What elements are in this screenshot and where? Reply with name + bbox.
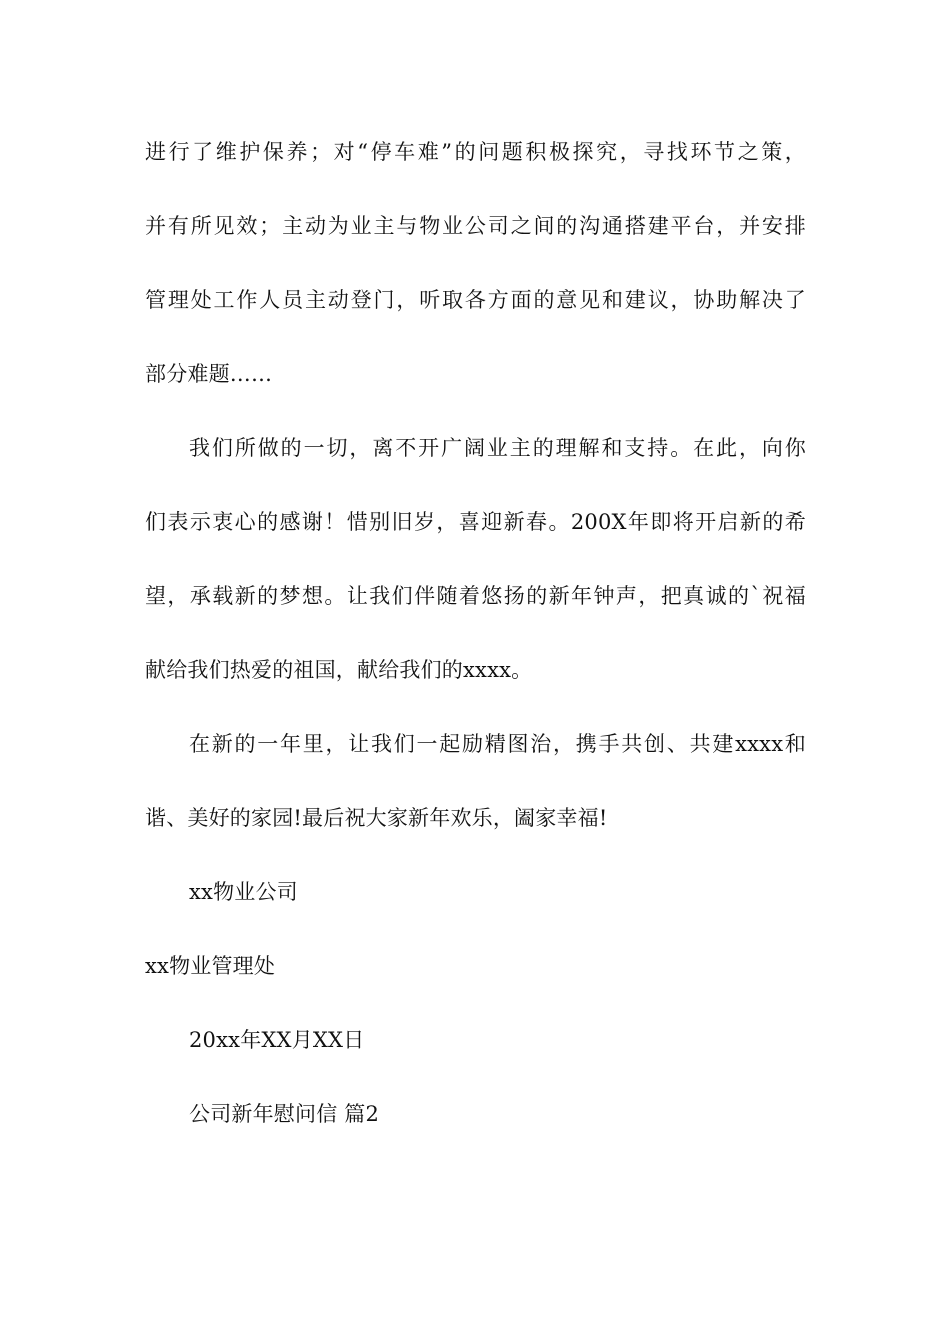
signature-date: 20xx年XX月XX日	[189, 1028, 365, 1052]
paragraph-line-3: 管理处工作人员主动登门，听取各方面的意见和建议，协助解决了	[145, 288, 806, 312]
paragraph-line-5: 我们所做的一切，离不开广阔业主的理解和支持。在此，向你	[189, 436, 806, 460]
signature-office: xx物业管理处	[145, 954, 276, 978]
section-title: 公司新年慰问信 篇2	[189, 1102, 380, 1126]
paragraph-line-7: 望，承载新的梦想。让我们伴随着悠扬的新年钟声，把真诚的`祝福	[145, 584, 806, 608]
paragraph-line-8: 献给我们热爱的祖国，献给我们的xxxx。	[145, 658, 533, 682]
paragraph-line-2: 并有所见效；主动为业主与物业公司之间的沟通搭建平台，并安排	[145, 214, 806, 238]
paragraph-line-9: 在新的一年里，让我们一起励精图治，携手共创、共建xxxx和	[189, 732, 806, 756]
paragraph-line-1: 进行了维护保养；对“停车难”的问题积极探究，寻找环节之策，	[145, 140, 806, 164]
paragraph-line-4: 部分难题……	[145, 362, 273, 386]
signature-company: xx物业公司	[189, 880, 298, 904]
paragraph-line-6: 们表示衷心的感谢！惜别旧岁，喜迎新春。200X年即将开启新的希	[145, 510, 806, 534]
paragraph-line-10: 谐、美好的家园!最后祝大家新年欢乐，阖家幸福!	[145, 806, 608, 830]
